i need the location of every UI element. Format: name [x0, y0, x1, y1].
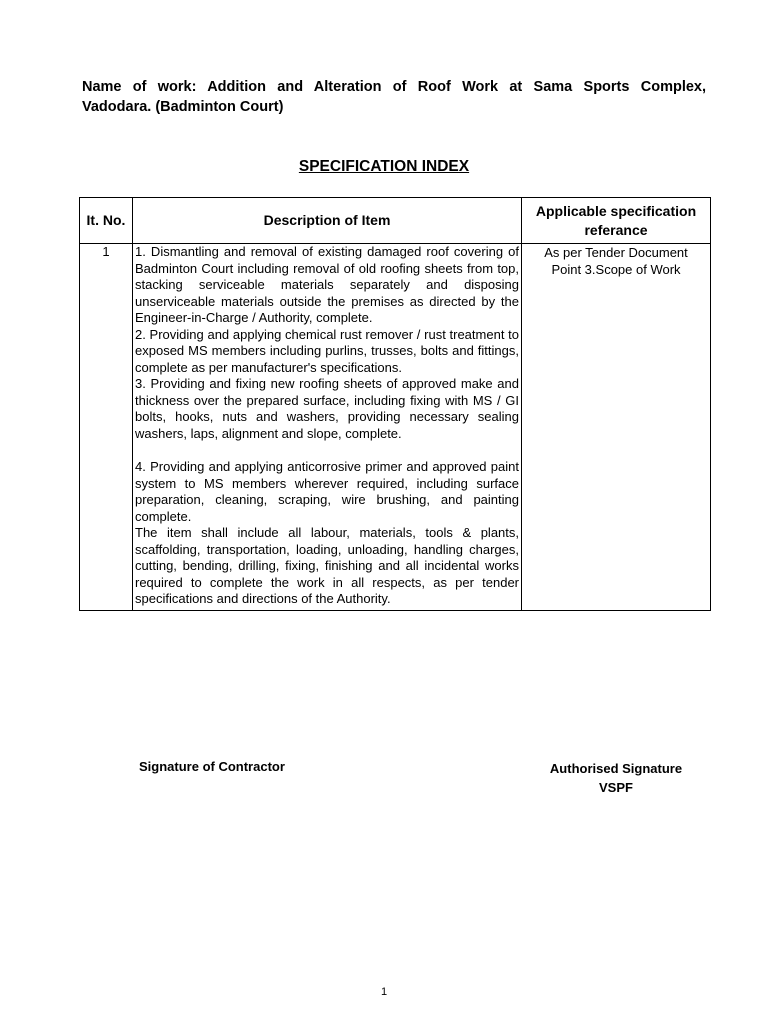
specification-table	[79, 197, 711, 611]
authorised-signature-block	[530, 759, 702, 797]
page-number: 1	[380, 986, 388, 998]
header-it-no: It. No.	[80, 198, 133, 244]
header-description: Description of Item	[133, 198, 522, 244]
description-paragraph-2: 2. Providing and applying chemical rust remover / rust treatment to exposed MS members including purlins, trusses, bolts and fittings, complete as per manufacturer's specifications.	[135, 326, 519, 375]
name-of-work-line-2: Vadodara. (Badminton Court)	[82, 99, 284, 115]
contractor-signature-label: Signature of Contractor	[139, 759, 285, 774]
description-paragraph-1: 1. Dismantling and removal of existing damaged roof covering of Badminton Court including removal of old roofing sheets from top, stacking serviceable materials separately and disposing unserviceable materials outside the premises as directed by the Engineer-in-Charge / Authority, complete.	[135, 244, 519, 325]
reference-line-2: Point 3.Scope of Work	[551, 262, 681, 277]
authorised-org-label: VSPF	[599, 780, 633, 795]
authorised-signature-label: Authorised Signature	[549, 761, 683, 776]
name-of-work-line-1: Name of work: Addition and Alteration of Roof Work at Sama Sports Complex,	[82, 79, 706, 95]
description-paragraph-5: The item shall include all labour, materials, tools & plants, scaffolding, transportation, loading, unloading, handling charges, cutting, bending, drilling, fixing, finishing and all incidental works required to complete the work in all respects, as per tender specifications and directions of the Authority.	[135, 525, 519, 606]
table-row	[80, 244, 711, 611]
description-paragraph-3: 3. Providing and fixing new roofing sheets of approved make and thickness over the prepared surface, including fixing with MS / GI bolts, hooks, nuts and washers, providing necessary sealing washers, laps, alignment and slope, complete.	[135, 376, 519, 441]
description-paragraph-4: 4. Providing and applying anticorrosive primer and approved paint system to MS members wherever required, including surface preparation, cleaning, scraping, wire brushing, and painting complete.	[135, 459, 519, 524]
cell-reference	[522, 244, 711, 611]
reference-line-1: As per Tender Document	[544, 245, 688, 260]
page-title: SPECIFICATION INDEX	[298, 158, 470, 175]
cell-description	[133, 244, 522, 611]
header-reference: Applicable specification referance	[522, 198, 711, 244]
table-header-row	[80, 198, 711, 244]
cell-it-no: 1	[80, 244, 133, 611]
name-of-work	[82, 77, 706, 117]
